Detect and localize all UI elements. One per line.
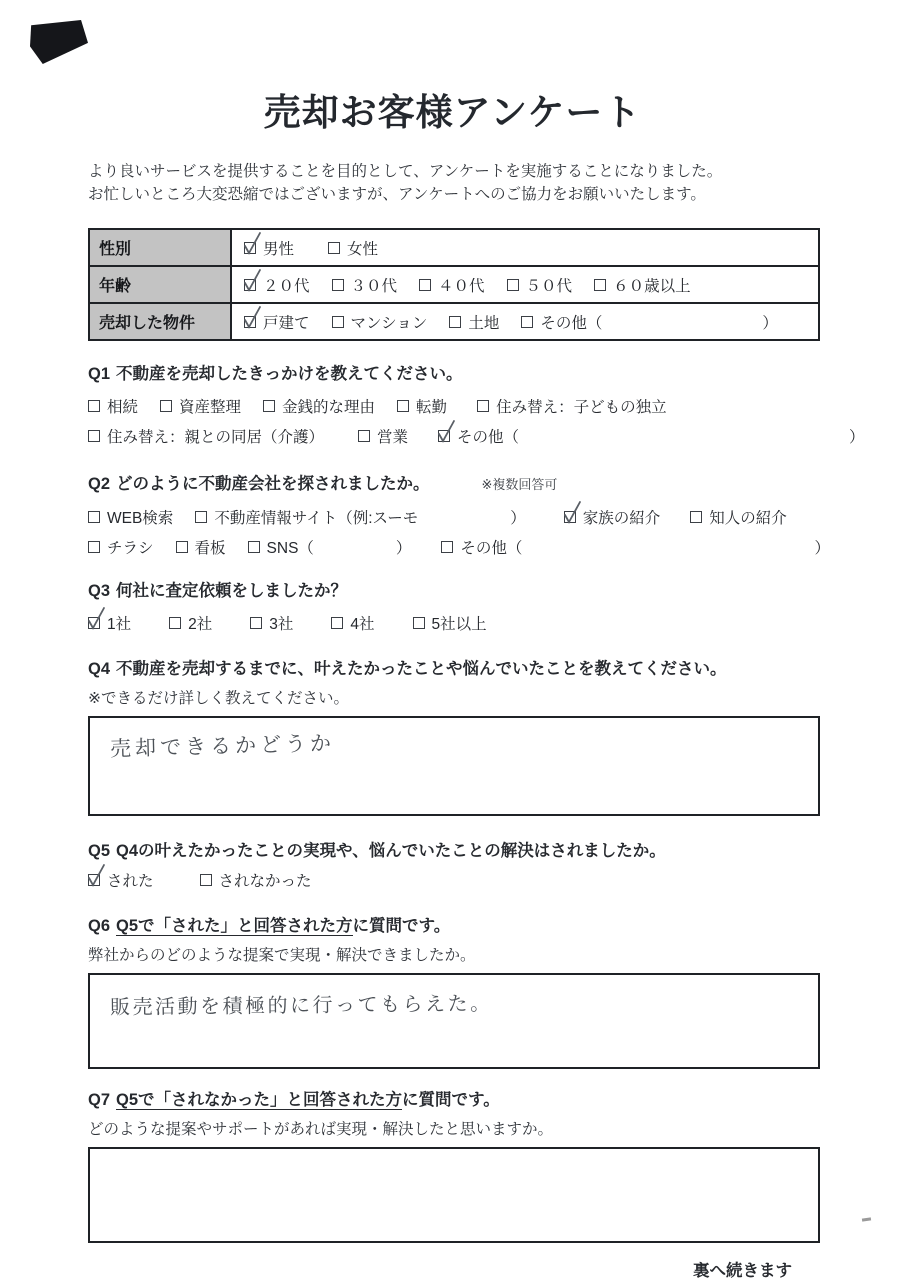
q7-subtext: どのような提案やサポートがあれば実現・解決したと思いますか。 xyxy=(88,1121,554,1138)
checkbox-option-40s xyxy=(419,274,485,296)
q2-options-row1 xyxy=(88,506,820,528)
option-label: WEB検索 xyxy=(107,510,174,527)
option-label: 金銭的な理由 xyxy=(282,399,376,416)
option-label: 住み替え：親との同居（介護） xyxy=(107,429,325,446)
q5-heading-text: Q4の叶えたかったことの実現や、悩んでいたことの解決はされましたか。 xyxy=(116,842,666,860)
page-title: 売却お客様アンケート xyxy=(263,92,642,133)
checkbox-option-2-companies xyxy=(169,612,212,634)
option-label: された xyxy=(107,873,154,890)
question-q2 xyxy=(88,473,830,558)
checkbox-icon xyxy=(88,874,100,886)
q7-heading xyxy=(88,1089,820,1111)
check-mark-icon xyxy=(243,268,262,293)
checkbox-icon xyxy=(441,541,453,553)
q1-number: Q1 xyxy=(88,365,111,383)
profile-table xyxy=(88,228,820,341)
q6-handwritten-answer: 販売活動を積極的に行ってもらえた。 xyxy=(109,992,493,1020)
row-label-age: 年齢 xyxy=(89,266,231,303)
q3-options-row xyxy=(88,612,820,634)
checkbox-option-3-companies xyxy=(250,612,293,634)
option-label-close: ） xyxy=(814,540,830,557)
checkbox-icon xyxy=(331,617,343,629)
check-mark-icon xyxy=(243,231,262,256)
checkbox-option-property-site xyxy=(195,506,525,528)
checkbox-option-20s xyxy=(244,274,310,296)
checkbox-option-not-solved xyxy=(200,869,312,891)
checkbox-icon xyxy=(507,279,519,291)
option-label: ２０代 xyxy=(263,277,310,295)
checkbox-option-other-property xyxy=(521,311,778,333)
option-label: 5社以上 xyxy=(431,616,487,633)
check-mark-icon xyxy=(437,419,456,444)
checkbox-icon xyxy=(176,541,188,553)
checkbox-option-family-referral xyxy=(564,506,661,528)
checkbox-icon xyxy=(248,541,260,553)
option-label: 資産整理 xyxy=(179,399,242,416)
checkbox-icon xyxy=(88,541,100,553)
checkbox-option-living-with-parents xyxy=(88,425,324,447)
checkbox-icon xyxy=(413,617,425,629)
paren-gap xyxy=(418,517,510,518)
q6-number: Q6 xyxy=(88,917,111,935)
option-label: 2社 xyxy=(188,616,213,633)
checkbox-option-male xyxy=(244,237,294,259)
table-row-property xyxy=(89,303,819,340)
checkbox-option-financial xyxy=(263,395,375,417)
option-label-close: ） xyxy=(762,314,778,332)
option-label: 戸建て xyxy=(263,314,310,332)
q7-number: Q7 xyxy=(88,1091,111,1109)
checkbox-option-flyer xyxy=(88,536,154,558)
option-label: 不動産情報サイト（例:スーモ xyxy=(214,510,419,527)
q2-options-row2 xyxy=(88,536,830,558)
q7-heading-rest: に質問です。 xyxy=(402,1091,500,1109)
option-label: 住み替え：子どもの独立 xyxy=(496,399,667,416)
option-label: その他（ xyxy=(460,540,523,557)
checkbox-option-4-companies xyxy=(331,612,374,634)
option-label: されなかった xyxy=(218,873,312,890)
checkbox-option-asset-cleanup xyxy=(160,395,241,417)
check-mark-icon xyxy=(243,305,262,330)
q2-heading xyxy=(88,473,820,496)
scan-speck-artifact xyxy=(862,1217,871,1221)
option-label: 男性 xyxy=(263,240,295,258)
checkbox-option-female xyxy=(328,237,378,259)
option-label: マンション xyxy=(350,314,428,332)
question-q7 xyxy=(88,1089,820,1243)
q1-heading-text: 不動産を売却したきっかけを教えてください。 xyxy=(116,365,463,383)
checkbox-icon xyxy=(244,242,256,254)
checkbox-option-solved xyxy=(88,869,154,891)
row-label-property: 売却した物件 xyxy=(89,303,231,340)
checkbox-option-signboard xyxy=(176,536,226,558)
checkbox-option-sales-visit xyxy=(358,425,408,447)
paren-gap xyxy=(314,547,396,548)
checkbox-option-mansion xyxy=(332,311,428,333)
q4-heading xyxy=(88,658,820,680)
checkbox-icon xyxy=(332,279,344,291)
q4-answer-box xyxy=(88,716,820,816)
option-label: SNS（ xyxy=(266,540,314,557)
q6-heading xyxy=(88,915,820,937)
intro-text xyxy=(88,160,848,206)
footer-note: 裏へ続きます xyxy=(693,1262,792,1280)
checkbox-option-30s xyxy=(332,274,398,296)
checkbox-icon xyxy=(594,279,606,291)
question-q6 xyxy=(88,915,820,1069)
q4-heading-text: 不動産を売却するまでに、叶えたかったことや悩んでいたことを教えてください。 xyxy=(116,660,727,678)
checkbox-icon xyxy=(88,430,100,442)
checkbox-icon xyxy=(160,400,172,412)
checkbox-icon xyxy=(195,511,207,523)
checkbox-icon xyxy=(88,400,100,412)
q7-answer-box xyxy=(88,1147,820,1243)
q5-number: Q5 xyxy=(88,842,111,860)
q4-number: Q4 xyxy=(88,660,111,678)
q6-subtext: 弊社からのどのような提案で実現・解決できましたか。 xyxy=(88,947,476,964)
question-q5 xyxy=(88,840,820,891)
option-label: 1社 xyxy=(107,616,132,633)
q2-multi-answer-note: ※複数回答可 xyxy=(481,477,558,492)
option-label: 相続 xyxy=(107,399,139,416)
paren-gap xyxy=(602,321,762,322)
option-label: 営業 xyxy=(377,429,409,446)
checkbox-icon xyxy=(263,400,275,412)
check-mark-icon xyxy=(563,500,582,525)
q2-heading-text: どのように不動産会社を探されましたか。 xyxy=(116,475,430,493)
checkbox-option-acquaintance-referral xyxy=(690,506,787,528)
option-label-close: ） xyxy=(849,429,865,446)
checkbox-icon xyxy=(690,511,702,523)
q7-heading-underlined: Q5で「されなかった」と回答された方 xyxy=(116,1091,403,1109)
checkbox-icon xyxy=(449,316,461,328)
option-label: 家族の紹介 xyxy=(582,510,661,527)
checkbox-icon xyxy=(397,400,409,412)
option-label: 女性 xyxy=(347,240,379,258)
checkbox-option-50s xyxy=(507,274,573,296)
q6-heading-underlined: Q5で「された」と回答された方 xyxy=(116,917,353,935)
checkbox-option-other-source xyxy=(441,536,830,558)
question-q3 xyxy=(88,580,820,634)
q6-heading-rest: に質問です。 xyxy=(352,917,451,935)
checkbox-option-sns xyxy=(248,536,412,558)
checkbox-option-child-independence xyxy=(477,395,667,417)
option-label: 転勤 xyxy=(416,399,448,416)
q6-answer-box xyxy=(88,973,820,1069)
checkbox-option-1-company xyxy=(88,612,131,634)
checkbox-icon xyxy=(328,242,340,254)
question-q4 xyxy=(88,658,820,816)
checkbox-icon xyxy=(564,511,576,523)
intro-line-1: より良いサービスを提供することを目的として、アンケートを実施することになりました。 xyxy=(88,163,723,180)
checkbox-icon xyxy=(521,316,533,328)
q2-number: Q2 xyxy=(88,475,111,493)
intro-line-2: お忙しいところ大変恐縮ではございますが、アンケートへのご協力をお願いいたします。 xyxy=(88,186,706,203)
option-label: その他（ xyxy=(540,314,603,332)
q1-options-row2 xyxy=(88,425,865,447)
check-mark-icon xyxy=(87,863,106,888)
option-label: 看板 xyxy=(194,540,226,557)
option-label: ４０代 xyxy=(438,277,485,295)
option-label: チラシ xyxy=(107,540,154,557)
checkbox-icon xyxy=(88,617,100,629)
checkbox-icon xyxy=(419,279,431,291)
q3-heading-text: 何社に査定依頼をしましたか？ xyxy=(116,582,348,600)
checkbox-icon xyxy=(169,617,181,629)
q1-options-row1 xyxy=(88,395,820,417)
q3-heading xyxy=(88,580,820,602)
checkbox-icon xyxy=(200,874,212,886)
checkbox-icon xyxy=(477,400,489,412)
checkbox-option-land xyxy=(449,311,499,333)
q5-heading xyxy=(88,840,820,862)
checkbox-option-other-reason xyxy=(438,425,865,447)
option-label: 知人の紹介 xyxy=(709,510,787,527)
row-label-gender: 性別 xyxy=(89,229,231,266)
option-label: ３０代 xyxy=(350,277,398,295)
checkbox-option-transfer xyxy=(397,395,447,417)
checkbox-option-inheritance xyxy=(88,395,138,417)
table-row-gender xyxy=(89,229,819,266)
q1-heading xyxy=(88,363,820,385)
checkbox-option-web-search xyxy=(88,506,173,528)
option-label: 3社 xyxy=(269,616,294,633)
check-mark-icon xyxy=(87,606,106,631)
option-label: 土地 xyxy=(468,314,500,332)
q3-number: Q3 xyxy=(88,582,111,600)
checkbox-icon xyxy=(88,511,100,523)
table-row-age xyxy=(89,266,819,303)
option-label-close: ） xyxy=(395,540,412,557)
option-label: ５０代 xyxy=(525,277,573,295)
checkbox-option-60plus xyxy=(594,274,691,296)
option-label: ６０歳以上 xyxy=(613,277,691,295)
checkbox-icon xyxy=(438,430,450,442)
question-q1 xyxy=(88,363,865,447)
option-label: 4社 xyxy=(350,616,375,633)
checkbox-icon xyxy=(244,279,256,291)
paren-gap xyxy=(519,436,849,437)
option-label: その他（ xyxy=(457,429,520,446)
q5-options-row xyxy=(88,869,820,891)
checkbox-icon xyxy=(332,316,344,328)
checkbox-icon xyxy=(250,617,262,629)
q4-note: ※できるだけ詳しく教えてください。 xyxy=(88,690,349,707)
q4-handwritten-answer: 売却できるかどうか xyxy=(109,732,336,761)
checkbox-icon xyxy=(358,430,370,442)
checkbox-option-house xyxy=(244,311,310,333)
checkbox-icon xyxy=(244,316,256,328)
checkbox-option-5plus-companies xyxy=(413,612,487,634)
paren-gap xyxy=(522,547,814,548)
option-label-close: ） xyxy=(510,510,526,527)
